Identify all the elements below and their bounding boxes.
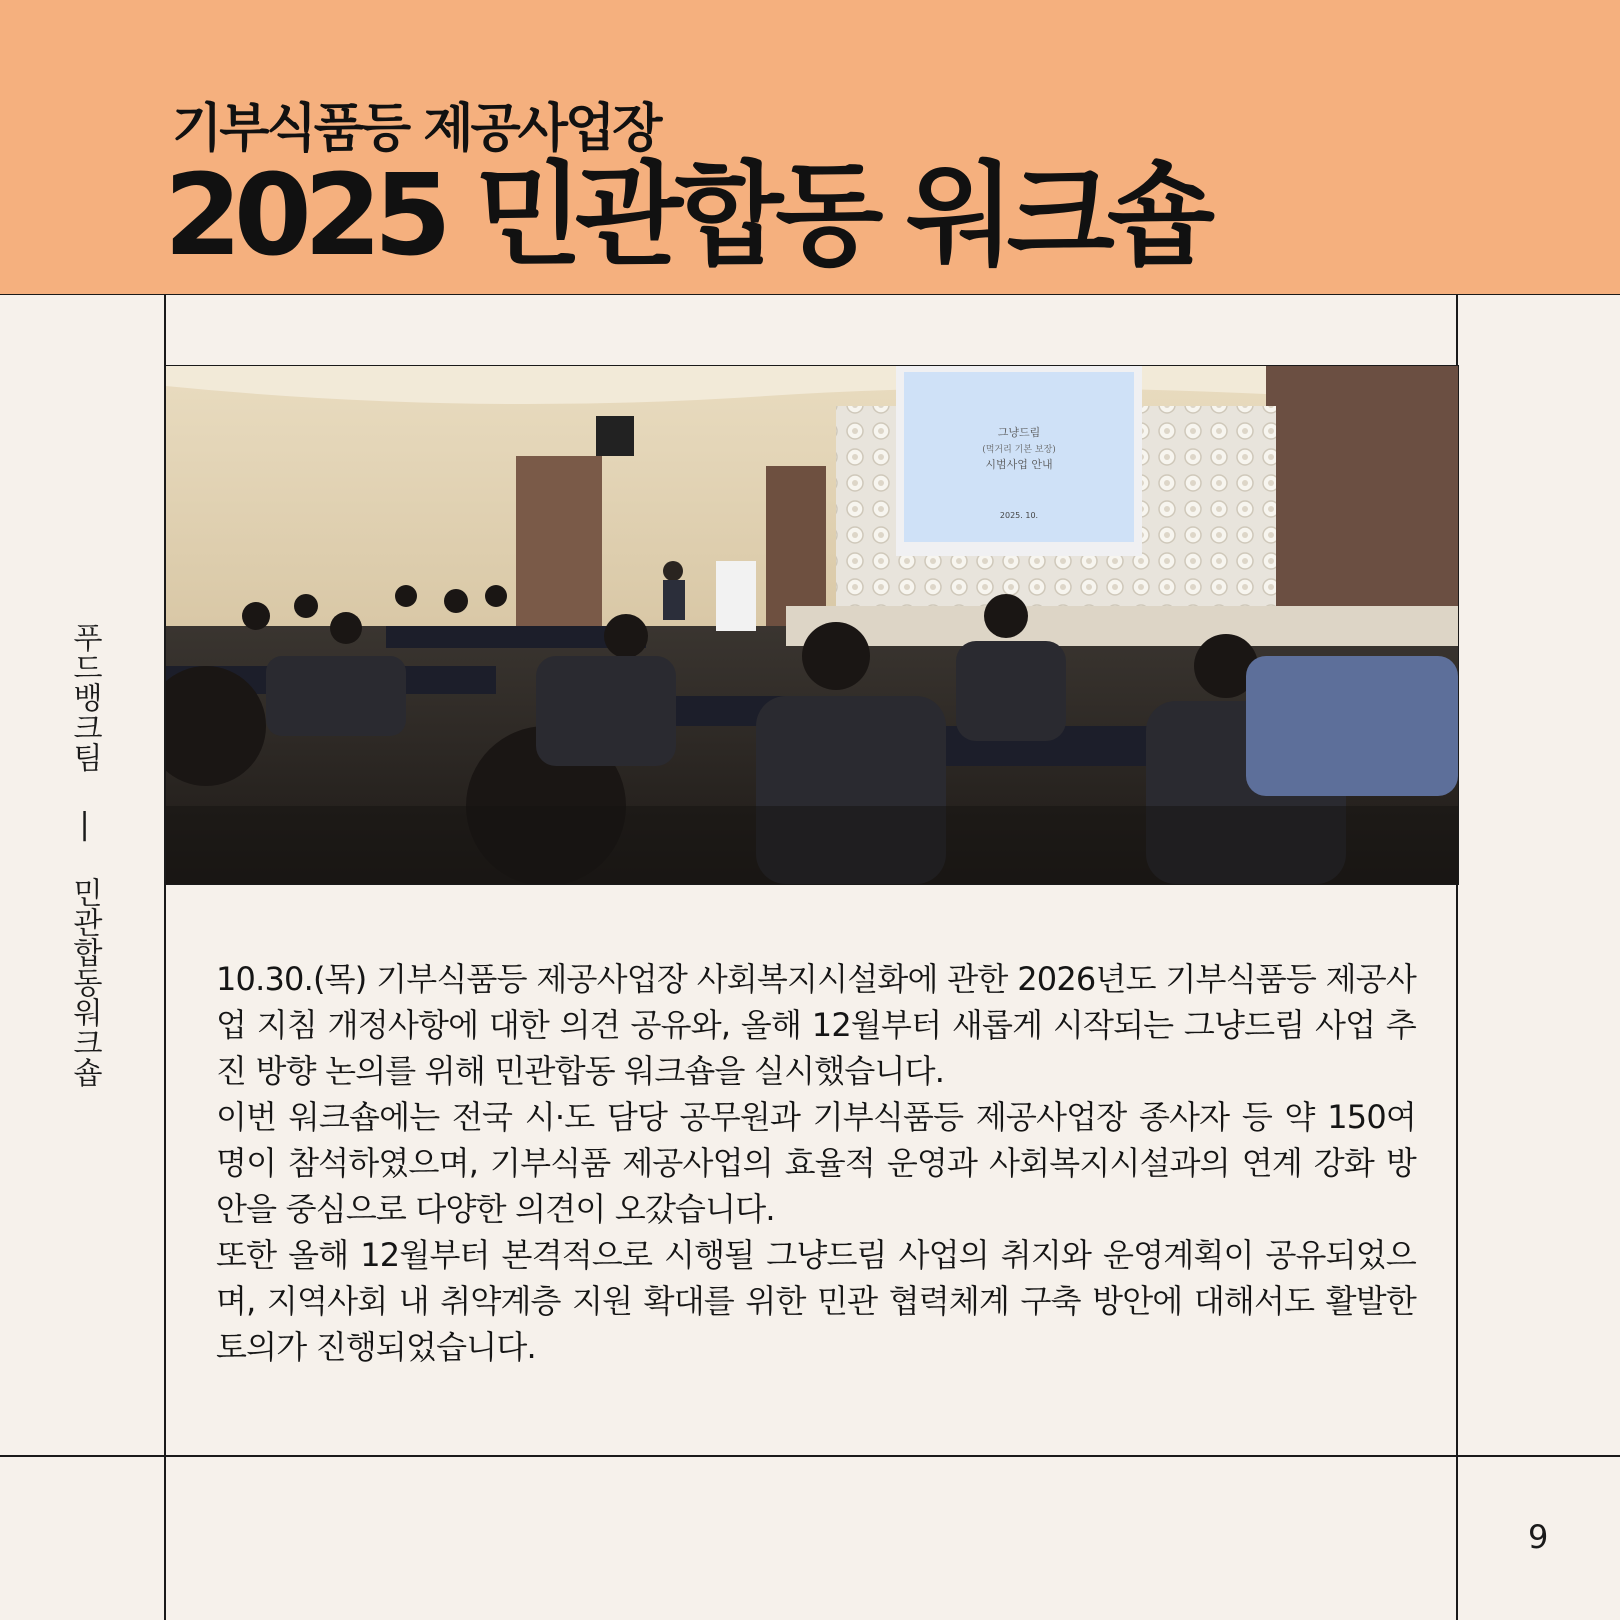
page-number: 9 xyxy=(1528,1518,1549,1556)
workshop-photo-illustration xyxy=(166,366,1458,884)
side-section-label: 푸드뱅크팀 | 민관합동워크숍 xyxy=(67,622,102,1087)
screen-date: 2025. 10. xyxy=(999,511,1039,520)
page-title: 2025 민관합동 워크숍 xyxy=(164,151,1208,281)
screen-line1: 그냥드림 xyxy=(997,426,1041,439)
header-banner xyxy=(0,0,1620,295)
article-body xyxy=(216,956,1416,1370)
screen-line3: 시범사업 안내 xyxy=(985,458,1053,471)
paragraph-1: 10.30.(목) 기부식품등 제공사업장 사회복지시설화에 관한 2026년도 기부식품등 제공사업 지침 개정사항에 대한 의견 공유와, 올해 12월부터 새롭게 시작되는 그냥드림 사업 추진 방향 논의를 위해 민관합동 워크숍을 실시했습니다. xyxy=(216,960,1416,1090)
page-subtitle: 기부식품등 제공사업장 xyxy=(172,99,660,159)
workshop-photo xyxy=(165,365,1459,885)
paragraph-3: 또한 올해 12월부터 본격적으로 시행될 그냥드림 사업의 취지와 운영계획이 공유되었으며, 지역사회 내 취약계층 지원 확대를 위한 민관 협력체계 구축 방안에 대해서도 활발한 토의가 진행되었습니다. xyxy=(216,1236,1416,1366)
paragraph-2: 이번 워크숍에는 전국 시·도 담당 공무원과 기부식품등 제공사업장 종사자 등 약 150여 명이 참석하였으며, 기부식품 제공사업의 효율적 운영과 사회복지시설과의 연계 강화 방안을 중심으로 다양한 의견이 오갔습니다. xyxy=(216,1098,1416,1228)
bottom-frame-line xyxy=(0,1455,1620,1457)
screen-line2: (먹거리 기본 보장) xyxy=(982,445,1056,455)
